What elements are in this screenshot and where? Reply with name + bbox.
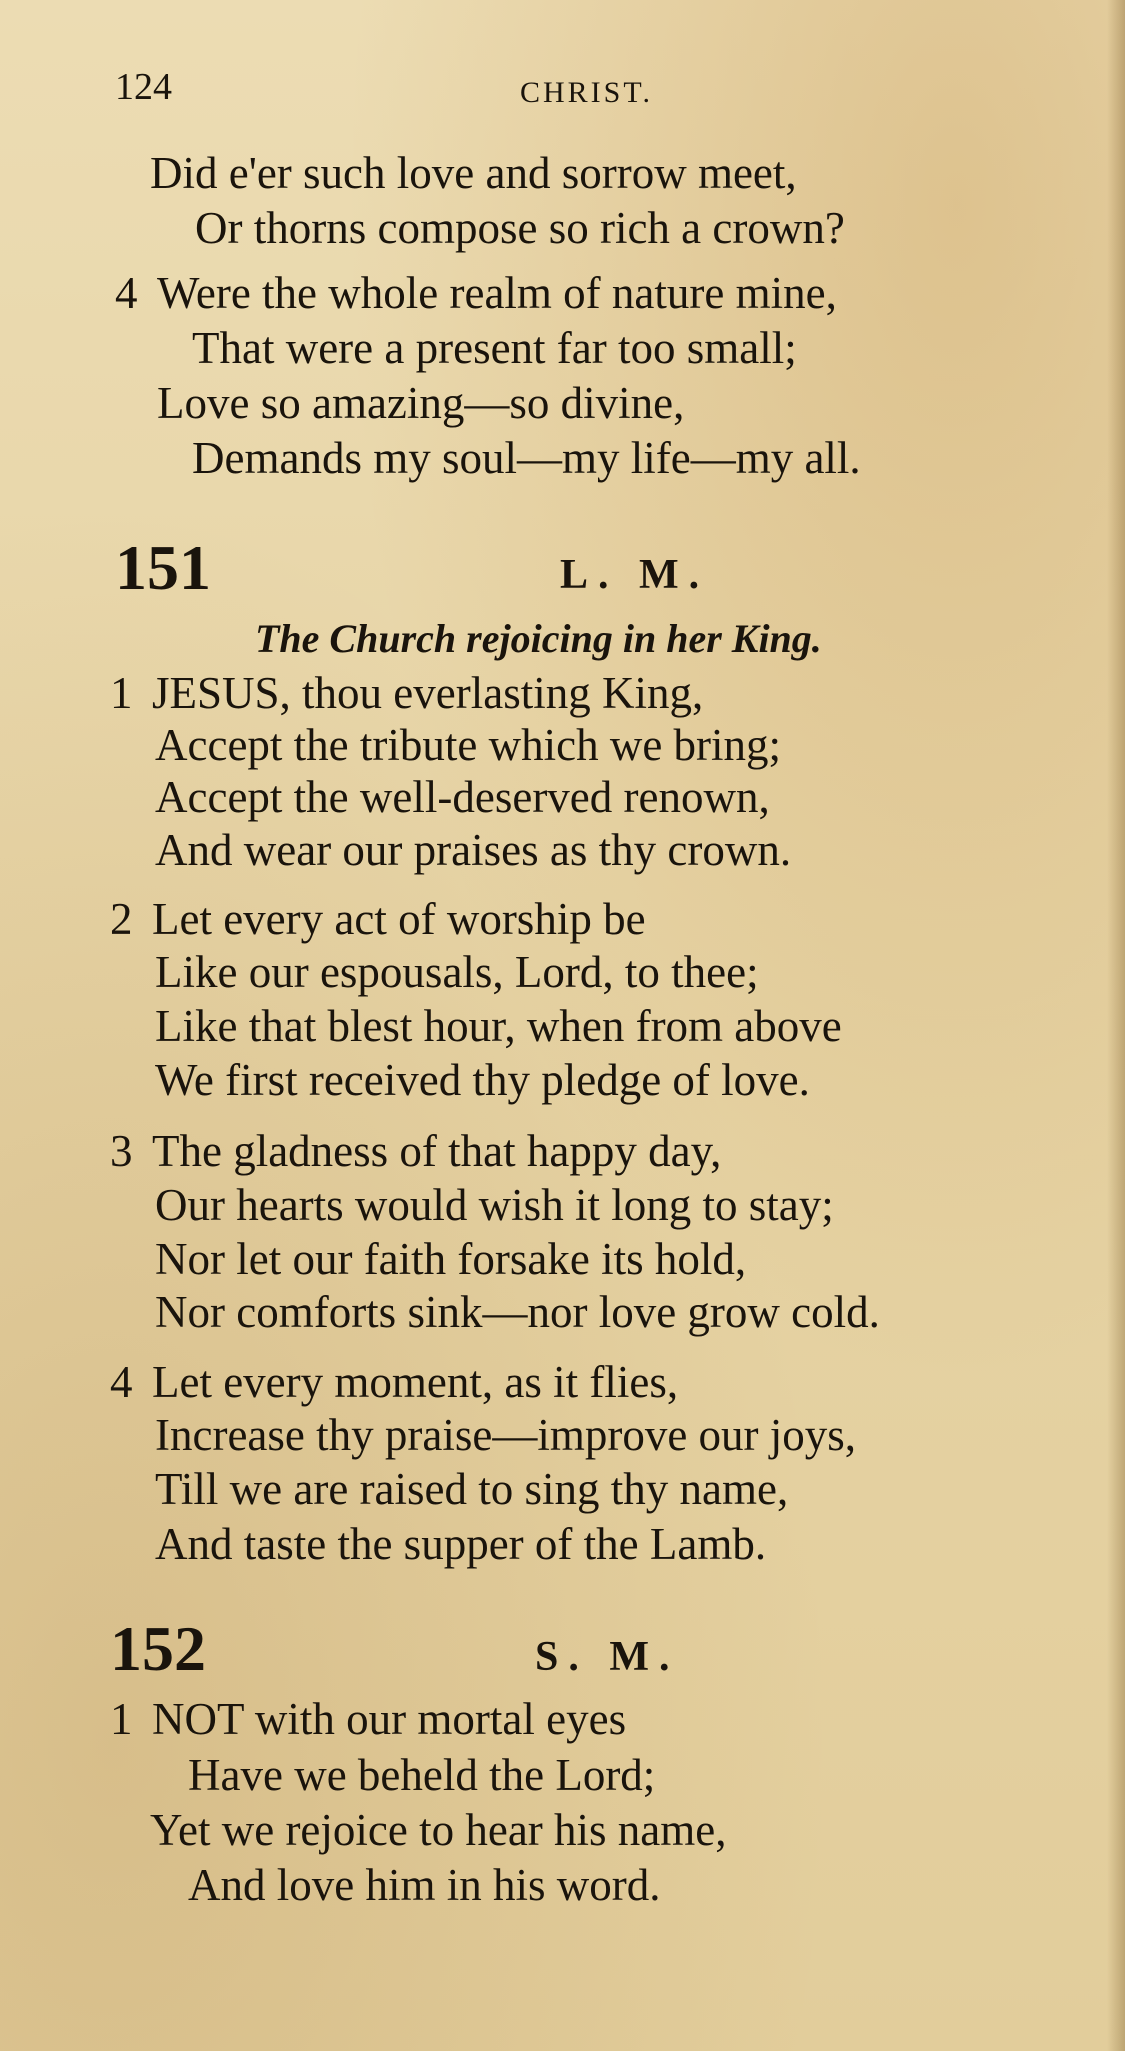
verse-line-text: Were the whole realm of nature mine, [157, 268, 837, 318]
verse-line: Nor comforts sink—nor love grow cold. [155, 1287, 880, 1337]
verse-line-text: NOT with our mortal eyes [152, 1694, 627, 1744]
verse-line: And taste the supper of the Lamb. [155, 1519, 767, 1569]
running-title: CHRIST. [520, 76, 653, 109]
verse-line: That were a present far too small; [192, 323, 797, 373]
verse-line-text: JESUS, thou everlasting King, [152, 668, 704, 718]
page-number: 124 [115, 66, 172, 108]
verse-line-text: The gladness of that happy day, [152, 1126, 722, 1176]
verse-line: Accept the well-deserved renown, [155, 772, 770, 822]
verse-line: Increase thy praise—improve our joys, [155, 1410, 857, 1460]
verse-line: Like that blest hour, when from above [155, 1001, 842, 1051]
hymn-meter: S. M. [535, 1634, 680, 1680]
verse-line: Our hearts would wish it long to stay; [155, 1180, 834, 1230]
page-edge-shadow [1107, 0, 1125, 2051]
verse-line: Have we beheld the Lord; [188, 1750, 656, 1800]
verse-number: 3 [110, 1126, 133, 1176]
verse-line: Till we are raised to sing thy name, [155, 1464, 789, 1514]
verse-line: We first received thy pledge of love. [155, 1055, 810, 1105]
verse-line: Nor let our faith forsake its hold, [155, 1234, 747, 1284]
verse-line: Demands my soul—my life—my all. [192, 433, 861, 483]
verse-first-line [110, 1692, 626, 1746]
verse-line: Like our espousals, Lord, to thee; [155, 947, 759, 997]
hymn-number: 151 [115, 532, 211, 603]
verse-line: Love so amazing—so divine, [157, 378, 685, 428]
verse-number: 1 [110, 668, 133, 718]
verse-number: 2 [110, 894, 133, 944]
hymn-subtitle: The Church rejoicing in her King. [255, 616, 822, 661]
verse-number: 1 [110, 1694, 133, 1744]
verse-line: And love him in his word. [188, 1860, 661, 1910]
verse-line-text: Let every act of worship be [152, 894, 646, 944]
hymn-meter: L. M. [560, 552, 710, 598]
verse-first-line [110, 1124, 721, 1178]
verse-first-line [115, 266, 837, 320]
hymn-number: 152 [110, 1613, 206, 1684]
verse-number: 4 [115, 268, 138, 318]
verse-first-line [110, 892, 646, 946]
verse-line-text: Let every moment, as it flies, [152, 1357, 679, 1407]
verse-line: Did e'er such love and sorrow meet, [150, 148, 797, 198]
verse-line: Or thorns compose so rich a crown? [195, 203, 845, 253]
verse-first-line [110, 1355, 678, 1409]
verse-line: Accept the tribute which we bring; [155, 720, 782, 770]
verse-number: 4 [110, 1357, 133, 1407]
verse-first-line [110, 666, 703, 720]
verse-line: And wear our praises as thy crown. [155, 825, 792, 875]
verse-line: Yet we rejoice to hear his name, [150, 1805, 727, 1855]
